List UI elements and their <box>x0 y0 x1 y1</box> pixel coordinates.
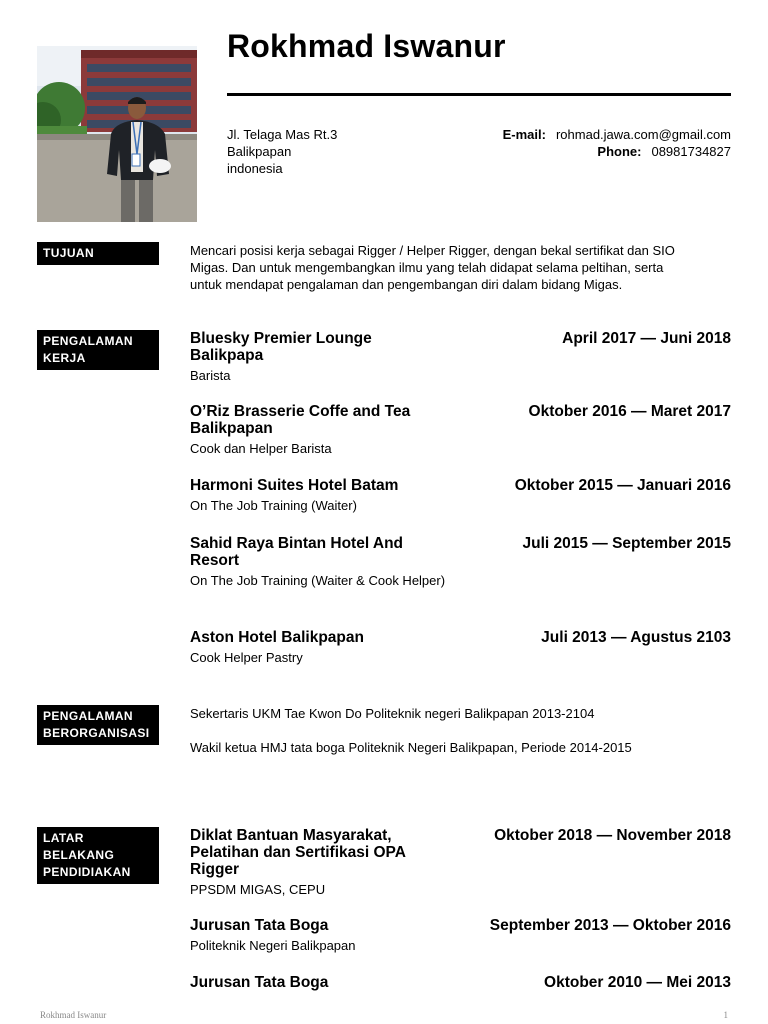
entry-subtitle: Politeknik Negeri Balikpapan <box>190 938 356 953</box>
organization-item: Wakil ketua HMJ tata boga Politeknik Negeri Balikpapan, Periode 2014-2015 <box>190 740 632 755</box>
experience-entry <box>190 629 731 666</box>
entry-title: Aston Hotel Balikpapan <box>190 629 364 646</box>
section-label-pengalaman-kerja: PENGALAMAN KERJA <box>37 330 159 370</box>
entry-date: Oktober 2018 — November 2018 <box>494 827 731 844</box>
entry-subtitle: Cook dan Helper Barista <box>190 441 332 456</box>
email-value[interactable]: rohmad.jawa.com@gmail.com <box>555 127 731 142</box>
entry-date: September 2013 — Oktober 2016 <box>489 917 731 934</box>
entry-date: Juli 2013 — Agustus 2103 <box>541 629 731 646</box>
entry-title: Harmoni Suites Hotel Batam <box>190 477 399 494</box>
phone-row <box>503 143 731 160</box>
education-entry <box>190 917 731 954</box>
entry-title: Bluesky Premier Lounge Balikpapa <box>190 330 372 364</box>
experience-entry <box>190 477 731 514</box>
phone-label: Phone: <box>597 144 642 159</box>
entry-subtitle: Cook Helper Pastry <box>190 650 303 665</box>
address-block <box>227 126 337 177</box>
entry-title: Jurusan Tata Boga <box>190 917 329 934</box>
phone-value: 08981734827 <box>651 144 731 159</box>
tujuan-text: Mencari posisi kerja sebagai Rigger / Helper Rigger, dengan bekal sertifikat dan SIO Migas. Dan untuk mengembangkan ilmu yang telah didapat selama peltihan, serta untuk mendapat pengalaman dan pengembangan diri dalam bidang Migas. <box>190 243 675 292</box>
entry-date: Oktober 2015 — Januari 2016 <box>514 477 731 494</box>
experience-entry <box>190 330 731 384</box>
section-label-tujuan: TUJUAN <box>37 242 159 265</box>
entry-date: Juli 2015 — September 2015 <box>522 535 731 552</box>
footer-name: Rokhmad Iswanur <box>40 1010 107 1020</box>
entry-title: Diklat Bantuan Masyarakat, Pelatihan dan Sertifikasi OPA Rigger <box>190 827 406 878</box>
email-row <box>503 126 731 143</box>
entry-subtitle: Barista <box>190 368 231 383</box>
address-line: Balikpapan <box>227 144 292 159</box>
entry-date: Oktober 2010 — Mei 2013 <box>544 974 731 991</box>
entry-date: Oktober 2016 — Maret 2017 <box>528 403 731 420</box>
section-label-pengalaman-berorganisasi: PENGALAMAN BERORGANISASI <box>37 705 159 745</box>
experience-entry <box>190 535 731 589</box>
education-entry <box>190 827 731 898</box>
entry-title: Sahid Raya Bintan Hotel And Resort <box>190 535 404 569</box>
email-label: E-mail: <box>502 127 546 142</box>
profile-photo-illustration <box>37 46 197 222</box>
entry-title: O’Riz Brasserie Coffe and Tea Balikpapan <box>190 403 411 437</box>
entry-subtitle: PPSDM MIGAS, CEPU <box>190 882 326 897</box>
entry-title: Jurusan Tata Boga <box>190 974 329 991</box>
contact-block <box>503 126 731 160</box>
page-number: 1 <box>723 1010 728 1020</box>
organization-item: Sekertaris UKM Tae Kwon Do Politeknik negeri Balikpapan 2013-2104 <box>190 706 595 721</box>
section-label-pendidikan: LATAR BELAKANG PENDIDIAKAN <box>37 827 159 884</box>
entry-subtitle: On The Job Training (Waiter & Cook Helper) <box>190 573 446 588</box>
title-divider <box>227 93 731 96</box>
page-title: Rokhmad Iswanur <box>227 28 506 64</box>
profile-photo <box>37 46 197 222</box>
entry-date: April 2017 — Juni 2018 <box>562 330 731 347</box>
education-entry <box>190 974 731 991</box>
address-line: Jl. Telaga Mas Rt.3 <box>227 127 338 142</box>
address-line: indonesia <box>227 161 283 176</box>
experience-entry <box>190 403 731 457</box>
entry-subtitle: On The Job Training (Waiter) <box>190 498 357 513</box>
